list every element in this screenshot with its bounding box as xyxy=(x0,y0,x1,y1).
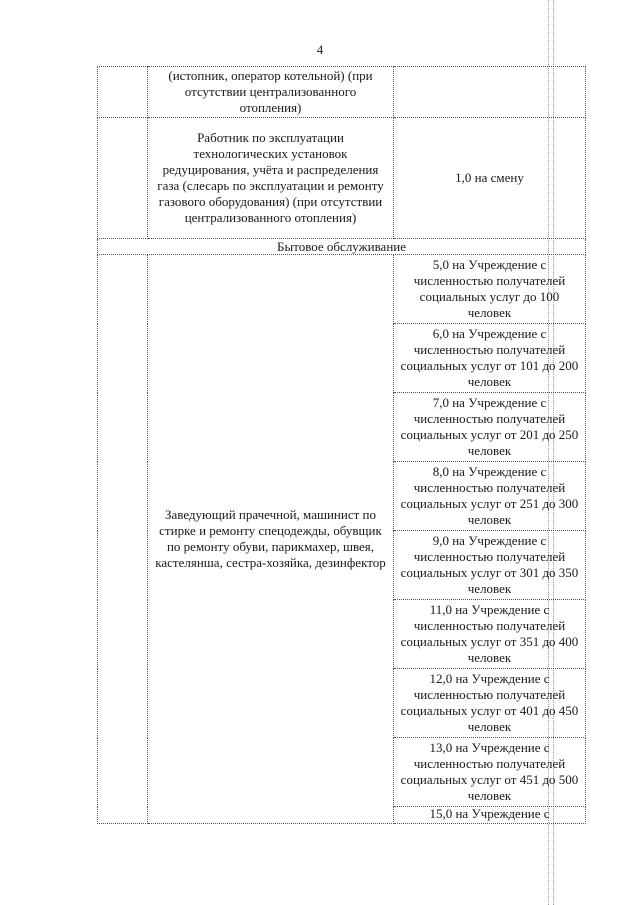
quantity-cell xyxy=(394,67,586,118)
quantity-cell: 1,0 на смену xyxy=(394,118,586,239)
quantity-cell: 7,0 на Учреждение с численностью получателей социальных услуг от 201 до 250 человек xyxy=(394,393,586,462)
quantity-cell: 9,0 на Учреждение с численностью получателей социальных услуг от 301 до 350 человек xyxy=(394,531,586,600)
table-row xyxy=(98,255,586,324)
quantity-cell: 5,0 на Учреждение с численностью получателей социальных услуг до 100 человек xyxy=(394,255,586,324)
quantity-cell: 8,0 на Учреждение с численностью получателей социальных услуг от 251 до 300 человек xyxy=(394,462,586,531)
quantity-cell: 13,0 на Учреждение с численностью получателей социальных услуг от 451 до 500 человек xyxy=(394,738,586,807)
page-number: 4 xyxy=(316,42,324,57)
quantity-cell: 15,0 на Учреждение с xyxy=(394,807,586,824)
position-cell: Работник по эксплуатации технологических установок редуцирования, учёта и распределения газа (слесарь по эксплуатации и ремонту газового оборудования) (при отсутствии централизованного отопления) xyxy=(148,118,394,239)
number-cell xyxy=(98,255,148,824)
table-row xyxy=(98,118,586,239)
staff-norms-table xyxy=(97,66,586,824)
quantity-cell: 11,0 на Учреждение с численностью получателей социальных услуг от 351 до 400 человек xyxy=(394,600,586,669)
section-header-row xyxy=(98,239,586,255)
quantity-cell: 12,0 на Учреждение с численностью получателей социальных услуг от 401 до 450 человек xyxy=(394,669,586,738)
quantity-cell: 6,0 на Учреждение с численностью получателей социальных услуг от 101 до 200 человек xyxy=(394,324,586,393)
table-row xyxy=(98,67,586,118)
section-title: Бытовое обслуживание xyxy=(98,239,586,255)
number-cell xyxy=(98,118,148,239)
number-cell xyxy=(98,67,148,118)
position-cell: (истопник, оператор котельной) (при отсутствии централизованного отопления) xyxy=(148,67,394,118)
position-cell: Заведующий прачечной, машинист по стирке и ремонту спецодежды, обувщик по ремонту обуви, парикмахер, швея, кастелянша, сестра-хозяйка, дезинфектор xyxy=(148,255,394,824)
